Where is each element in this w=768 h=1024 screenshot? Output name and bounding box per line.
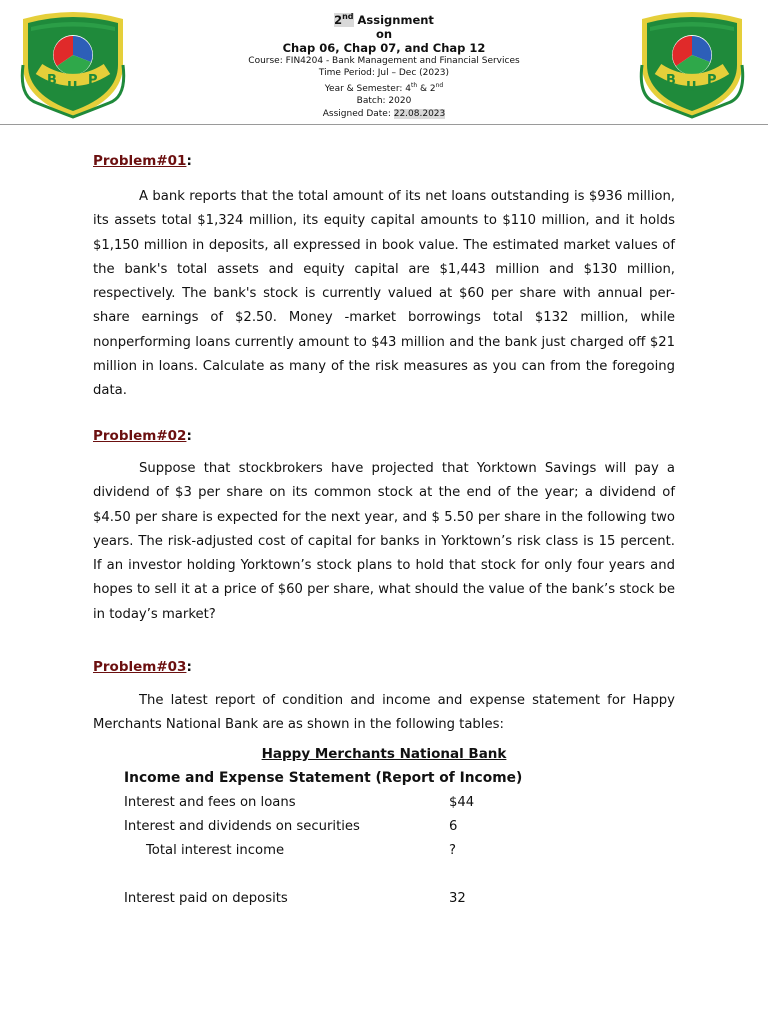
row-label: Total interest income (146, 843, 285, 858)
problem-3-title: Problem#03: (93, 659, 192, 675)
year-semester-line: Year & Semester: 4th & 2nd (324, 81, 444, 94)
row-label: Interest and dividends on securities (124, 819, 360, 834)
problem-2-body (93, 457, 675, 627)
table-row (124, 795, 644, 815)
bup-logo-left (17, 7, 129, 119)
row-label: Interest paid on deposits (124, 891, 288, 906)
problem-3 (93, 659, 675, 675)
problem-1-title: Problem#01: (93, 153, 192, 169)
row-value: $44 (449, 795, 475, 810)
logo-letter-p: P (707, 73, 717, 88)
course-line: Course: FIN4204 - Bank Management and Financial Services (248, 55, 520, 66)
row-value: 6 (449, 819, 458, 834)
time-period-line: Time Period: Jul – Dec (2023) (318, 68, 450, 79)
problem-1-body (93, 185, 675, 404)
document-header (200, 10, 568, 120)
batch-line: Batch: 2020 (356, 96, 412, 107)
problem-2-text: Suppose that stockbrokers have projected that Yorktown Savings will pay a dividend of $3 per share on its common stock at the end of the year; a dividend of $4.50 per share is expected for the next year, and $ 5.50 per share in the following two years. The risk-adjusted cost of capital for banks in Yorktown’s risk class is 15 percent. If an investor holding Yorktown’s stock plans to hold that stock for only four years and hopes to sell it at a price of $60 per share, what should the value of the bank’s stock be in today’s market? (93, 461, 675, 622)
problem-3-text: The latest report of condition and income and expense statement for Happy Merchants National Bank are as shown in the following tables: (93, 693, 675, 733)
row-value: ? (449, 843, 456, 858)
problem-2-title: Problem#02: (93, 428, 192, 444)
assignment-title: 2nd Assignment (334, 12, 434, 27)
row-label: Interest and fees on loans (124, 795, 296, 810)
problem-1-text: A bank reports that the total amount of its net loans outstanding is $936 million, its assets total $1,324 million, its equity capital amounts to $110 million, and it holds $1,150 million in deposits, all expressed in book value. The estimated market values of the bank's total assets and equity capital are $1,443 million and $130 million, respectively. The bank's stock is currently valued at $60 per share with annual per-share earnings of $2.50. Money -market borrowings total $132 million, while nonperforming loans currently amount to $43 million and the bank just charged off $21 million in loans. Calculate as many of the risk measures as you can from the foregoing data. (93, 189, 675, 399)
table-bank-name: Happy Merchants National Bank (261, 746, 507, 762)
logo-letter-b: B (666, 73, 676, 88)
logo-letter-u: U (686, 80, 697, 95)
problem-2 (93, 428, 675, 444)
logo-letter-b: B (47, 73, 57, 88)
assigned-date-line: Assigned Date: 22.08.2023 (322, 108, 446, 119)
table-row (124, 819, 644, 839)
problem-1 (93, 153, 675, 169)
table-subtitle: Income and Expense Statement (Report of Income) (124, 770, 523, 786)
logo-letter-u: U (67, 80, 78, 95)
table-row (124, 891, 644, 911)
table-bank-name-wrap (93, 746, 675, 762)
table-row (124, 843, 644, 863)
row-value: 32 (449, 891, 466, 906)
bup-logo-right (636, 7, 748, 119)
logo-letter-p: P (88, 73, 98, 88)
problem-3-body (93, 689, 675, 738)
header-divider (0, 124, 768, 125)
on-word: on (375, 26, 393, 41)
chapters-line: Chap 06, Chap 07, and Chap 12 (282, 40, 486, 55)
